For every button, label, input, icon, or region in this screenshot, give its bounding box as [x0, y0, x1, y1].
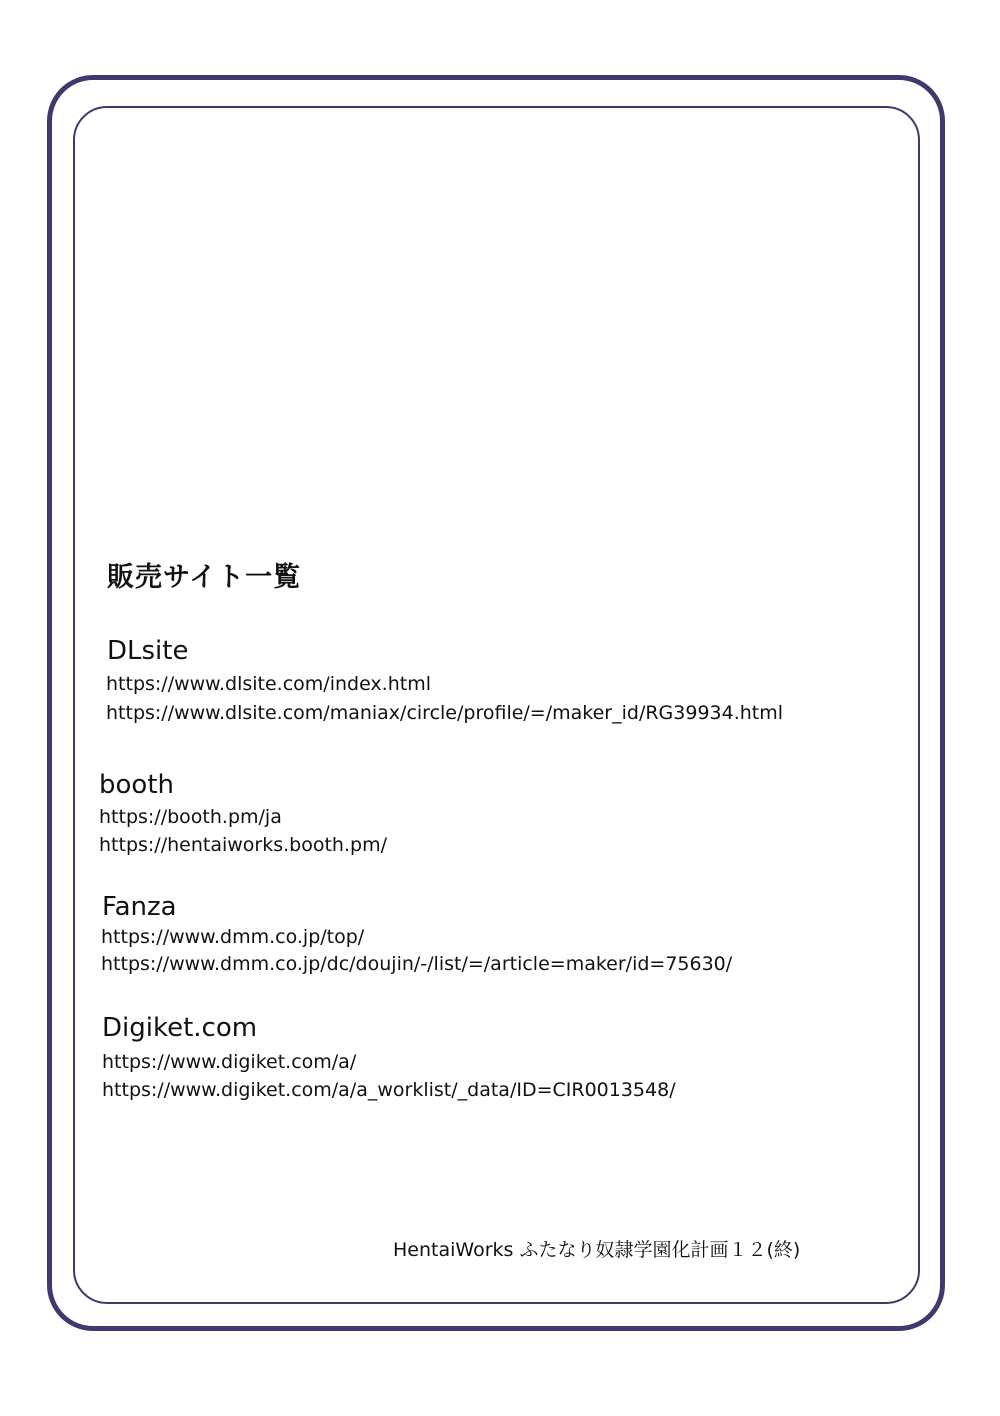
site-name-booth: booth — [99, 770, 174, 800]
site-url-digiket-top[interactable]: https://www.digiket.com/a/ — [102, 1051, 357, 1073]
footer-credit: HentaiWorks ふたなり奴隷学園化計画１２(終) — [393, 1239, 801, 1261]
page-title: 販売サイト一覧 — [107, 562, 302, 593]
site-url-booth-shop[interactable]: https://hentaiworks.booth.pm/ — [99, 834, 387, 856]
site-url-fanza-top[interactable]: https://www.dmm.co.jp/top/ — [101, 926, 365, 948]
site-url-booth-top[interactable]: https://booth.pm/ja — [99, 806, 282, 828]
site-url-fanza-maker[interactable]: https://www.dmm.co.jp/dc/doujin/-/list/=/article=maker/id=75630/ — [101, 953, 733, 975]
site-name-dlsite: DLsite — [107, 636, 189, 666]
site-url-dlsite-circle[interactable]: https://www.dlsite.com/maniax/circle/profile/=/maker_id/RG39934.html — [106, 702, 784, 724]
site-name-digiket: Digiket.com — [102, 1013, 258, 1043]
site-url-digiket-worklist[interactable]: https://www.digiket.com/a/a_worklist/_data/ID=CIR0013548/ — [102, 1079, 676, 1101]
site-name-fanza: Fanza — [102, 892, 177, 922]
site-url-dlsite-index[interactable]: https://www.dlsite.com/index.html — [106, 673, 431, 695]
